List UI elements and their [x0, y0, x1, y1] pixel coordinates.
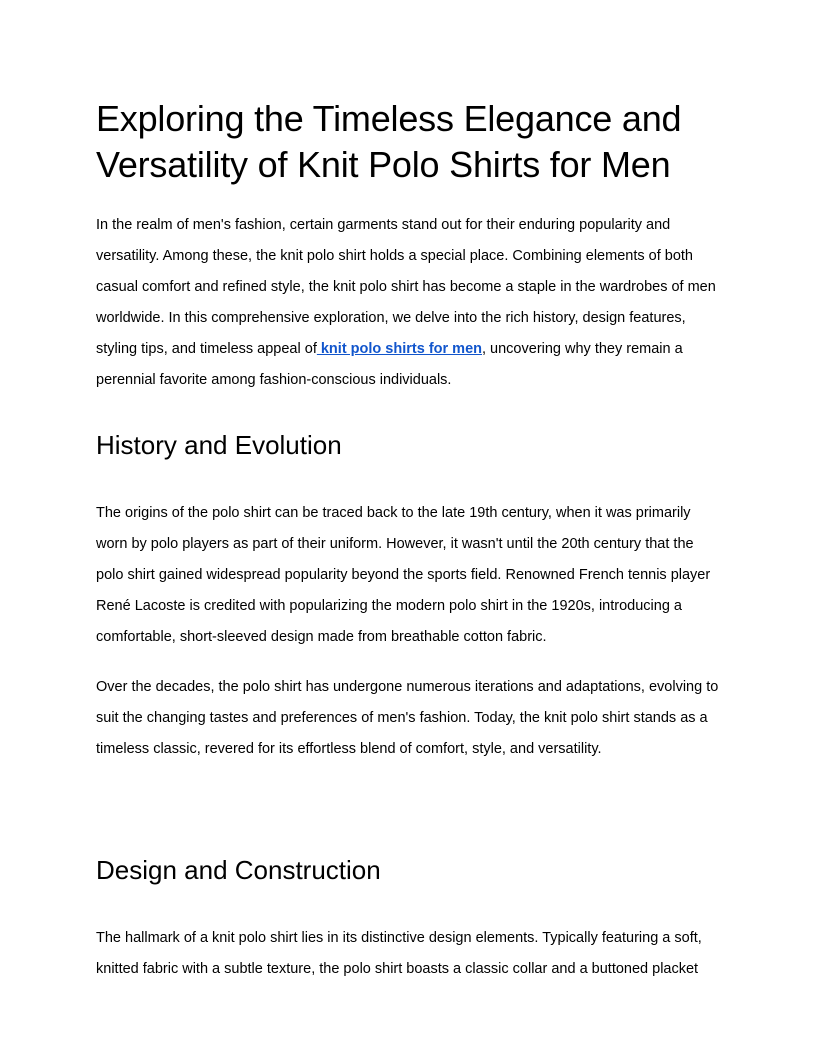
knit-polo-shirts-link[interactable]: knit polo shirts for men: [316, 341, 482, 357]
intro-text-before-link: In the realm of men's fashion, certain garments stand out for their enduring popularity and versatility. Among these, the knit polo shirt holds a special place. Combining elements of both casual comfort and refined style, the knit polo shirt has become a staple in the wardrobes of men worldwide. In this comprehensive exploration, we delve into the rich history, design features, styling tips, and timeless appeal of: [96, 217, 716, 357]
section-heading-history: History and Evolution: [96, 430, 342, 460]
design-paragraph-1: The hallmark of a knit polo shirt lies in its distinctive design elements. Typically featuring a soft, knitted fabric with a subtle texture, the polo shirt boasts a classic collar and a buttoned placket: [96, 930, 702, 977]
document-title: Exploring the Timeless Elegance and Versatility of Knit Polo Shirts for Men: [96, 98, 682, 185]
intro-paragraph: [96, 210, 720, 396]
history-paragraph-1: The origins of the polo shirt can be traced back to the late 19th century, when it was primarily worn by polo players as part of their uniform. However, it wasn't until the 20th century that the polo shirt gained widespread popularity beyond the sports field. Renowned French tennis player René Lacoste is credited with popularizing the modern polo shirt in the 1920s, introducing a comfortable, short-sleeved design made from breathable cotton fabric.: [96, 505, 711, 645]
section-heading-design: Design and Construction: [96, 855, 381, 885]
intro-text-after-link: , uncovering why they remain a perennial favorite among fashion-conscious individuals.: [96, 341, 683, 388]
history-paragraph-2: Over the decades, the polo shirt has undergone numerous iterations and adaptations, evolving to suit the changing tastes and preferences of men's fashion. Today, the knit polo shirt stands as a timeless classic, revered for its effortless blend of comfort, style, and versatility.: [96, 679, 719, 757]
document-page: [96, 96, 720, 985]
